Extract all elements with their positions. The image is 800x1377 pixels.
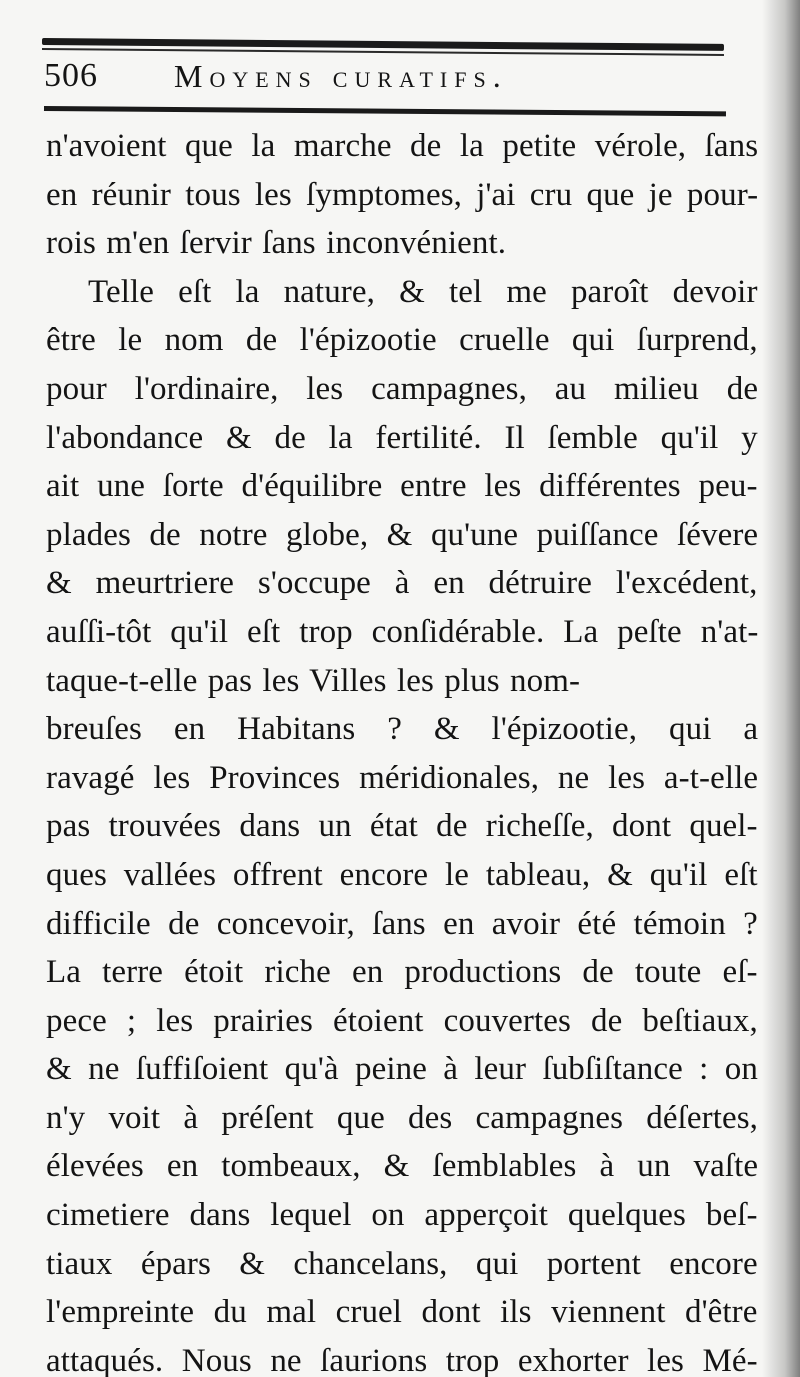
text-line: pas trouvées dans un état de richeſſe, dont quel- [46, 808, 758, 845]
text-line: ait une ſorte d'équilibre entre les différentes peu- [46, 468, 758, 505]
paragraph-first-line: Telle eſt la nature, & tel me paroît devoir [88, 273, 758, 310]
header-rule-bottom [44, 106, 726, 116]
text-line: ravagé les Provinces méridionales, ne les a-t-elle [46, 759, 759, 796]
text-line: auſſi-tôt qu'il eſt trop conſidérable. La peſte n'at- [46, 613, 759, 650]
text-line: l'abondance & de la fertilité. Il ſemble qu'il y [46, 419, 758, 456]
page-number: 506 [44, 57, 98, 94]
text-line: La terre étoit riche en productions de toute eſ- [46, 954, 758, 991]
text-line: n'y voit à préſent que des campagnes déſertes, [46, 1099, 759, 1136]
text-line: rois m'en ſervir ſans inconvénient. [46, 225, 507, 262]
text-line: taque-t-elle pas les Villes les plus nom- [46, 662, 581, 699]
text-line: élevées en tombeaux, & ſemblables à un vaſte [46, 1148, 759, 1185]
text-line: cimetiere dans lequel on apperçoit quelques beſ- [46, 1197, 758, 1234]
text-line: ques vallées offrent encore le tableau, & qu'il eſt [46, 856, 758, 893]
text-line: difficile de concevoir, ſans en avoir été témoin ? [46, 905, 758, 942]
text-line: l'empreinte du mal cruel dont ils viennent d'être [46, 1294, 758, 1331]
text-line: & meurtriere s'occupe à en détruire l'excédent, [46, 565, 758, 602]
text-line: tiaux épars & chancelans, qui portent encore [46, 1245, 758, 1282]
running-title: Moyens curatifs. [174, 58, 508, 94]
text-line: en réunir tous les ſymptomes, j'ai cru que je pour- [46, 176, 759, 213]
text-line: & ne ſuffiſoient qu'à peine à leur ſubſiſtance : on [46, 1051, 758, 1088]
text-line: n'avoient que la marche de la petite vérole, ſans [46, 128, 759, 164]
body-text [46, 122, 762, 1377]
running-header [44, 54, 724, 104]
page-gutter-shadow [762, 0, 800, 1377]
text-line: plades de notre globe, & qu'une puiſſance ſévere [46, 516, 759, 553]
text-line: pour l'ordinaire, les campagnes, au milieu de [46, 370, 759, 407]
text-line: pece ; les prairies étoient couvertes de beſtiaux, [46, 1002, 758, 1039]
text-line: breuſes en Habitans ? & l'épizootie, qui a [46, 711, 759, 748]
text-line: attaqués. Nous ne ſaurions trop exhorter les Mé- [46, 1342, 758, 1377]
text-line: être le nom de l'épizootie cruelle qui ſurprend, [46, 322, 758, 359]
